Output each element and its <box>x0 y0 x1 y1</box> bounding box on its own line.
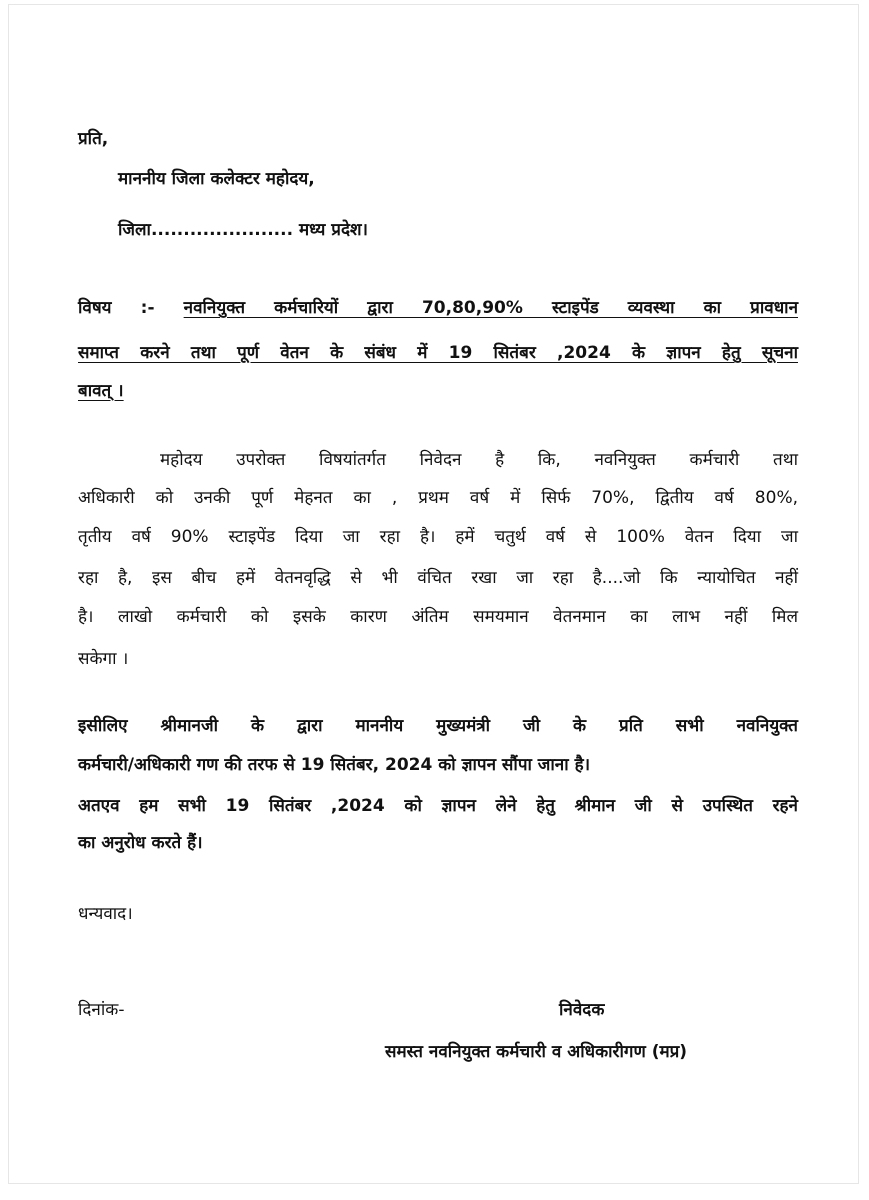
signatory: समस्त नवनियुक्त कर्मचारी व अधिकारीगण (मप्र) <box>385 1042 688 1062</box>
addressee-district: जिला...................... मध्य प्रदेश। <box>118 220 368 240</box>
thanks-text: धन्यवाद। <box>78 904 133 924</box>
date-label: दिनांक- <box>78 1000 125 1020</box>
subject-line-2: समाप्त करने तथा पूर्ण वेतन के संबंध में 19 सितंबर ,2024 के ज्ञापन हेतु सूचना <box>78 343 798 363</box>
para2-line-4: का अनुरोध करते हैं। <box>78 833 203 853</box>
para1-line-4: रहा है, इस बीच हमें वेतनवृद्धि से भी वंचित रखा जा रहा है....जो कि न्यायोचित नहीं <box>78 568 798 588</box>
para1-line-2: अधिकारी को उनकी पूर्ण मेहनत का , प्रथम वर्ष में सिर्फ 70%, द्वितीय वर्ष 80%, <box>78 488 798 508</box>
para2-line-1: इसीलिए श्रीमानजी के द्वारा माननीय मुख्यमंत्री जी के प्रति सभी नवनियुक्त <box>78 716 798 736</box>
para1-line-5: है। लाखो कर्मचारी को इसके कारण अंतिम समयमान वेतनमान का लाभ नहीं मिल <box>78 607 798 627</box>
para1-line-6: सकेगा । <box>78 649 129 669</box>
para2-line-3: अतएव हम सभी 19 सितंबर ,2024 को ज्ञापन लेने हेतु श्रीमान जी से उपस्थित रहने <box>78 796 798 816</box>
subject-line-3: बावत् । <box>78 381 124 401</box>
signoff: निवेदक <box>559 1000 605 1020</box>
para2-line-2: कर्मचारी/अधिकारी गण की तरफ से 19 सितंबर, 2024 को ज्ञापन सौंपा जाना है। <box>78 755 591 775</box>
subject-label: विषय :- <box>78 298 184 318</box>
subject-text-1: नवनियुक्त कर्मचारियों द्वारा 70,80,90% स्टाइपेंड व्यवस्था का प्रावधान <box>183 298 798 318</box>
subject-line-1 <box>78 296 798 320</box>
addressee-title: माननीय जिला कलेक्टर महोदय, <box>118 169 315 189</box>
para1-line-3: तृतीय वर्ष 90% स्टाइपेंड दिया जा रहा है। हमें चतुर्थ वर्ष से 100% वेतन दिया जा <box>78 527 798 547</box>
salutation: प्रति, <box>78 129 109 149</box>
para1-line-1: महोदय उपरोक्त विषयांतर्गत निवेदन है कि, नवनियुक्त कर्मचारी तथा <box>160 450 798 470</box>
